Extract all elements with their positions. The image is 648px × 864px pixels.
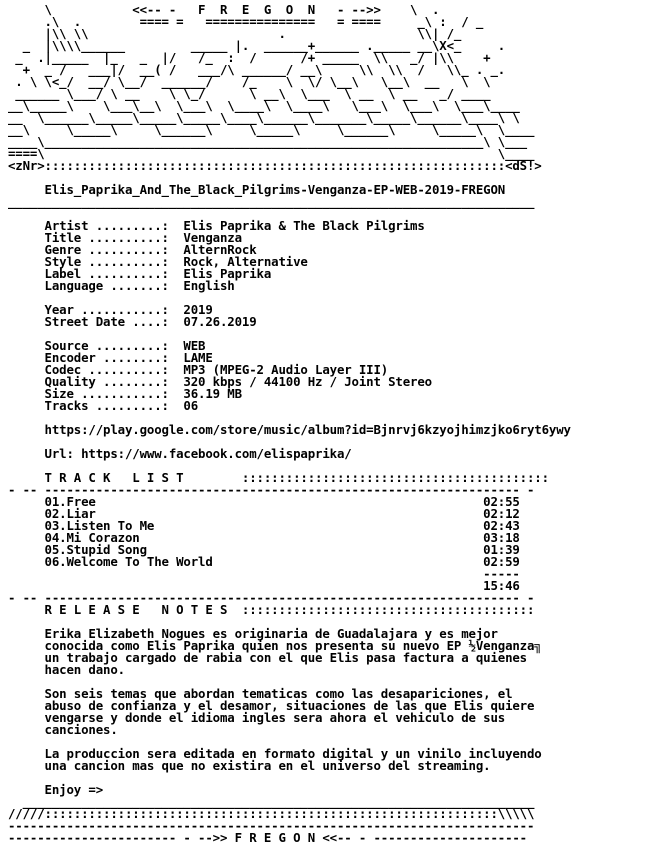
nfo-line: T R A C K L I S T ::::::::::::::::::::::::::::::::::::::::::	[8, 470, 549, 485]
nfo-line: -----	[8, 566, 520, 581]
nfo-line: conocida como Elis Paprika quien nos presenta su nuevo EP ½Venganza╗	[8, 638, 542, 653]
nfo-line: __\_____\ \___\__\ \___\ \____\ \____\ \___\ \___\ \___\____	[8, 98, 520, 113]
nfo-line: 03.Listen To Me 02:43	[8, 518, 520, 533]
nfo-line: + _ / ___|/ __( / ___/\ ______/ __\ \\ \\ / \\_ . _.	[8, 62, 506, 77]
nfo-line: ____\____________________________________________________________\ \___	[8, 134, 527, 149]
nfo-line: hacen dano.	[8, 662, 125, 677]
nfo-line: 15:46	[8, 578, 520, 593]
nfo-line: <zNr>:::::::::::::::::::::::::::::::::::::::::::::::::::::::::::::::<dS!>	[8, 158, 542, 173]
nfo-line: /////::::::::::::::::::::::::::::::::::::::::::::::::::::::::::::::\\\\\	[8, 806, 535, 821]
nfo-line: Codec ..........: MP3 (MPEG-2 Audio Layer III)	[8, 362, 389, 377]
nfo-line: Language .......: English	[8, 278, 235, 293]
nfo-line: Son seis temas que abordan tematicas como las desapariciones, el	[8, 686, 513, 701]
nfo-line: Quality ........: 320 kbps / 44100 Hz / Joint Stereo	[8, 374, 432, 389]
nfo-line: ________________________________________________________________________	[8, 194, 535, 209]
nfo-line: Encoder ........: LAME	[8, 350, 213, 365]
nfo-line: 01.Free 02:55	[8, 494, 520, 509]
nfo-line: una cancion mas que no existira en el universo del streaming.	[8, 758, 491, 773]
nfo-line: https://play.google.com/store/music/album?id=Bjnrvj6kzyojhimzjko6ryt6ywy	[8, 422, 571, 437]
nfo-line: ______________________________________________________________________	[8, 794, 535, 809]
nfo-line: canciones.	[8, 722, 118, 737]
nfo-line: ====\ \____	[8, 146, 535, 161]
nfo-line: \ <<-- - F R E G O N - -->> \ .	[8, 2, 440, 17]
nfo-line: La produccion sera editada en formato digital y un vinilo incluyendo	[8, 746, 542, 761]
nfo-line: - -- ----------------------------------------------------------------- -	[8, 590, 535, 605]
nfo-line: un trabajo cargado de rabia con el que Elis pasa factura a quienes	[8, 650, 527, 665]
nfo-line: R E L E A S E N O T E S ::::::::::::::::::::::::::::::::::::::::	[8, 602, 535, 617]
nfo-line: ______ \___/ \ __ \ \_/ \ __\ \___ \ __ \ __ _/ ____	[8, 86, 491, 101]
nfo-line: __ \______\_____\_____\_____\____\______\_______\_____\______\____\ \	[8, 110, 520, 125]
nfo-line: - -- ----------------------------------------------------------------- -	[8, 482, 535, 497]
nfo-line	[8, 772, 648, 784]
nfo-line: Source .........: WEB	[8, 338, 206, 353]
nfo-line: Elis_Paprika_And_The_Black_Pilgrims-Venganza-EP-WEB-2019-FREGON	[8, 182, 506, 197]
nfo-line: Genre ..........: AlternRock	[8, 242, 257, 257]
nfo-line: . \ \<_/ __/ \__/ ______/ /_ \ \/ \__\ \__\ __ \ \	[8, 74, 491, 89]
nfo-line: |\\ \\ . \\| /_	[8, 26, 462, 41]
nfo-line: Title ..........: Venganza	[8, 230, 242, 245]
nfo-line: ----------------------- - -->> F R E G O N <<-- - ---------------------	[8, 830, 527, 845]
nfo-line: 06.Welcome To The World 02:59	[8, 554, 520, 569]
nfo-line: abuso de confianza y el desamor, situaciones de las que Elis quiere	[8, 698, 535, 713]
nfo-line: 04.Mi Corazon 03:18	[8, 530, 520, 545]
nfo-line: Enjoy =>	[8, 782, 104, 797]
nfo-line: vengarse y donde el idioma ingles sera ahora el vehiculo de sus	[8, 710, 506, 725]
nfo-line: Street Date ....: 07.26.2019	[8, 314, 257, 329]
nfo-line: Size ...........: 36.19 MB	[8, 386, 242, 401]
nfo-line: Tracks .........: 06	[8, 398, 199, 413]
nfo-line: Artist .........: Elis Paprika & The Black Pilgrims	[8, 218, 425, 233]
nfo-line: Url: https://www.facebook.com/elispaprika/	[8, 446, 352, 461]
nfo-line: _ .|_____ |_ _ |/ /_ : / /+ _____ \\ _/ |\\ +	[8, 50, 491, 65]
nfo-line: _ |\\\\______ _____ |. ______+______ ._____ __\X<_ .	[8, 38, 506, 53]
nfo-line: Style ..........: Rock, Alternative	[8, 254, 308, 269]
nfo-line: 05.Stupid Song 01:39	[8, 542, 520, 557]
nfo-line: Erika Elizabeth Nogues es originaria de Guadalajara y es mejor	[8, 626, 498, 641]
nfo-line: __\ \_____\ \______\ \_____\ \______\ \_____\ \____	[8, 122, 535, 137]
nfo-line: .\ . ==== = =============== = ==== _\ : / _	[8, 14, 484, 29]
nfo-line: ------------------------------------------------------------------------	[8, 818, 535, 833]
nfo-line: 02.Liar 02:12	[8, 506, 520, 521]
nfo-line: Year ...........: 2019	[8, 302, 213, 317]
nfo-line: Label ..........: Elis Paprika	[8, 266, 272, 281]
